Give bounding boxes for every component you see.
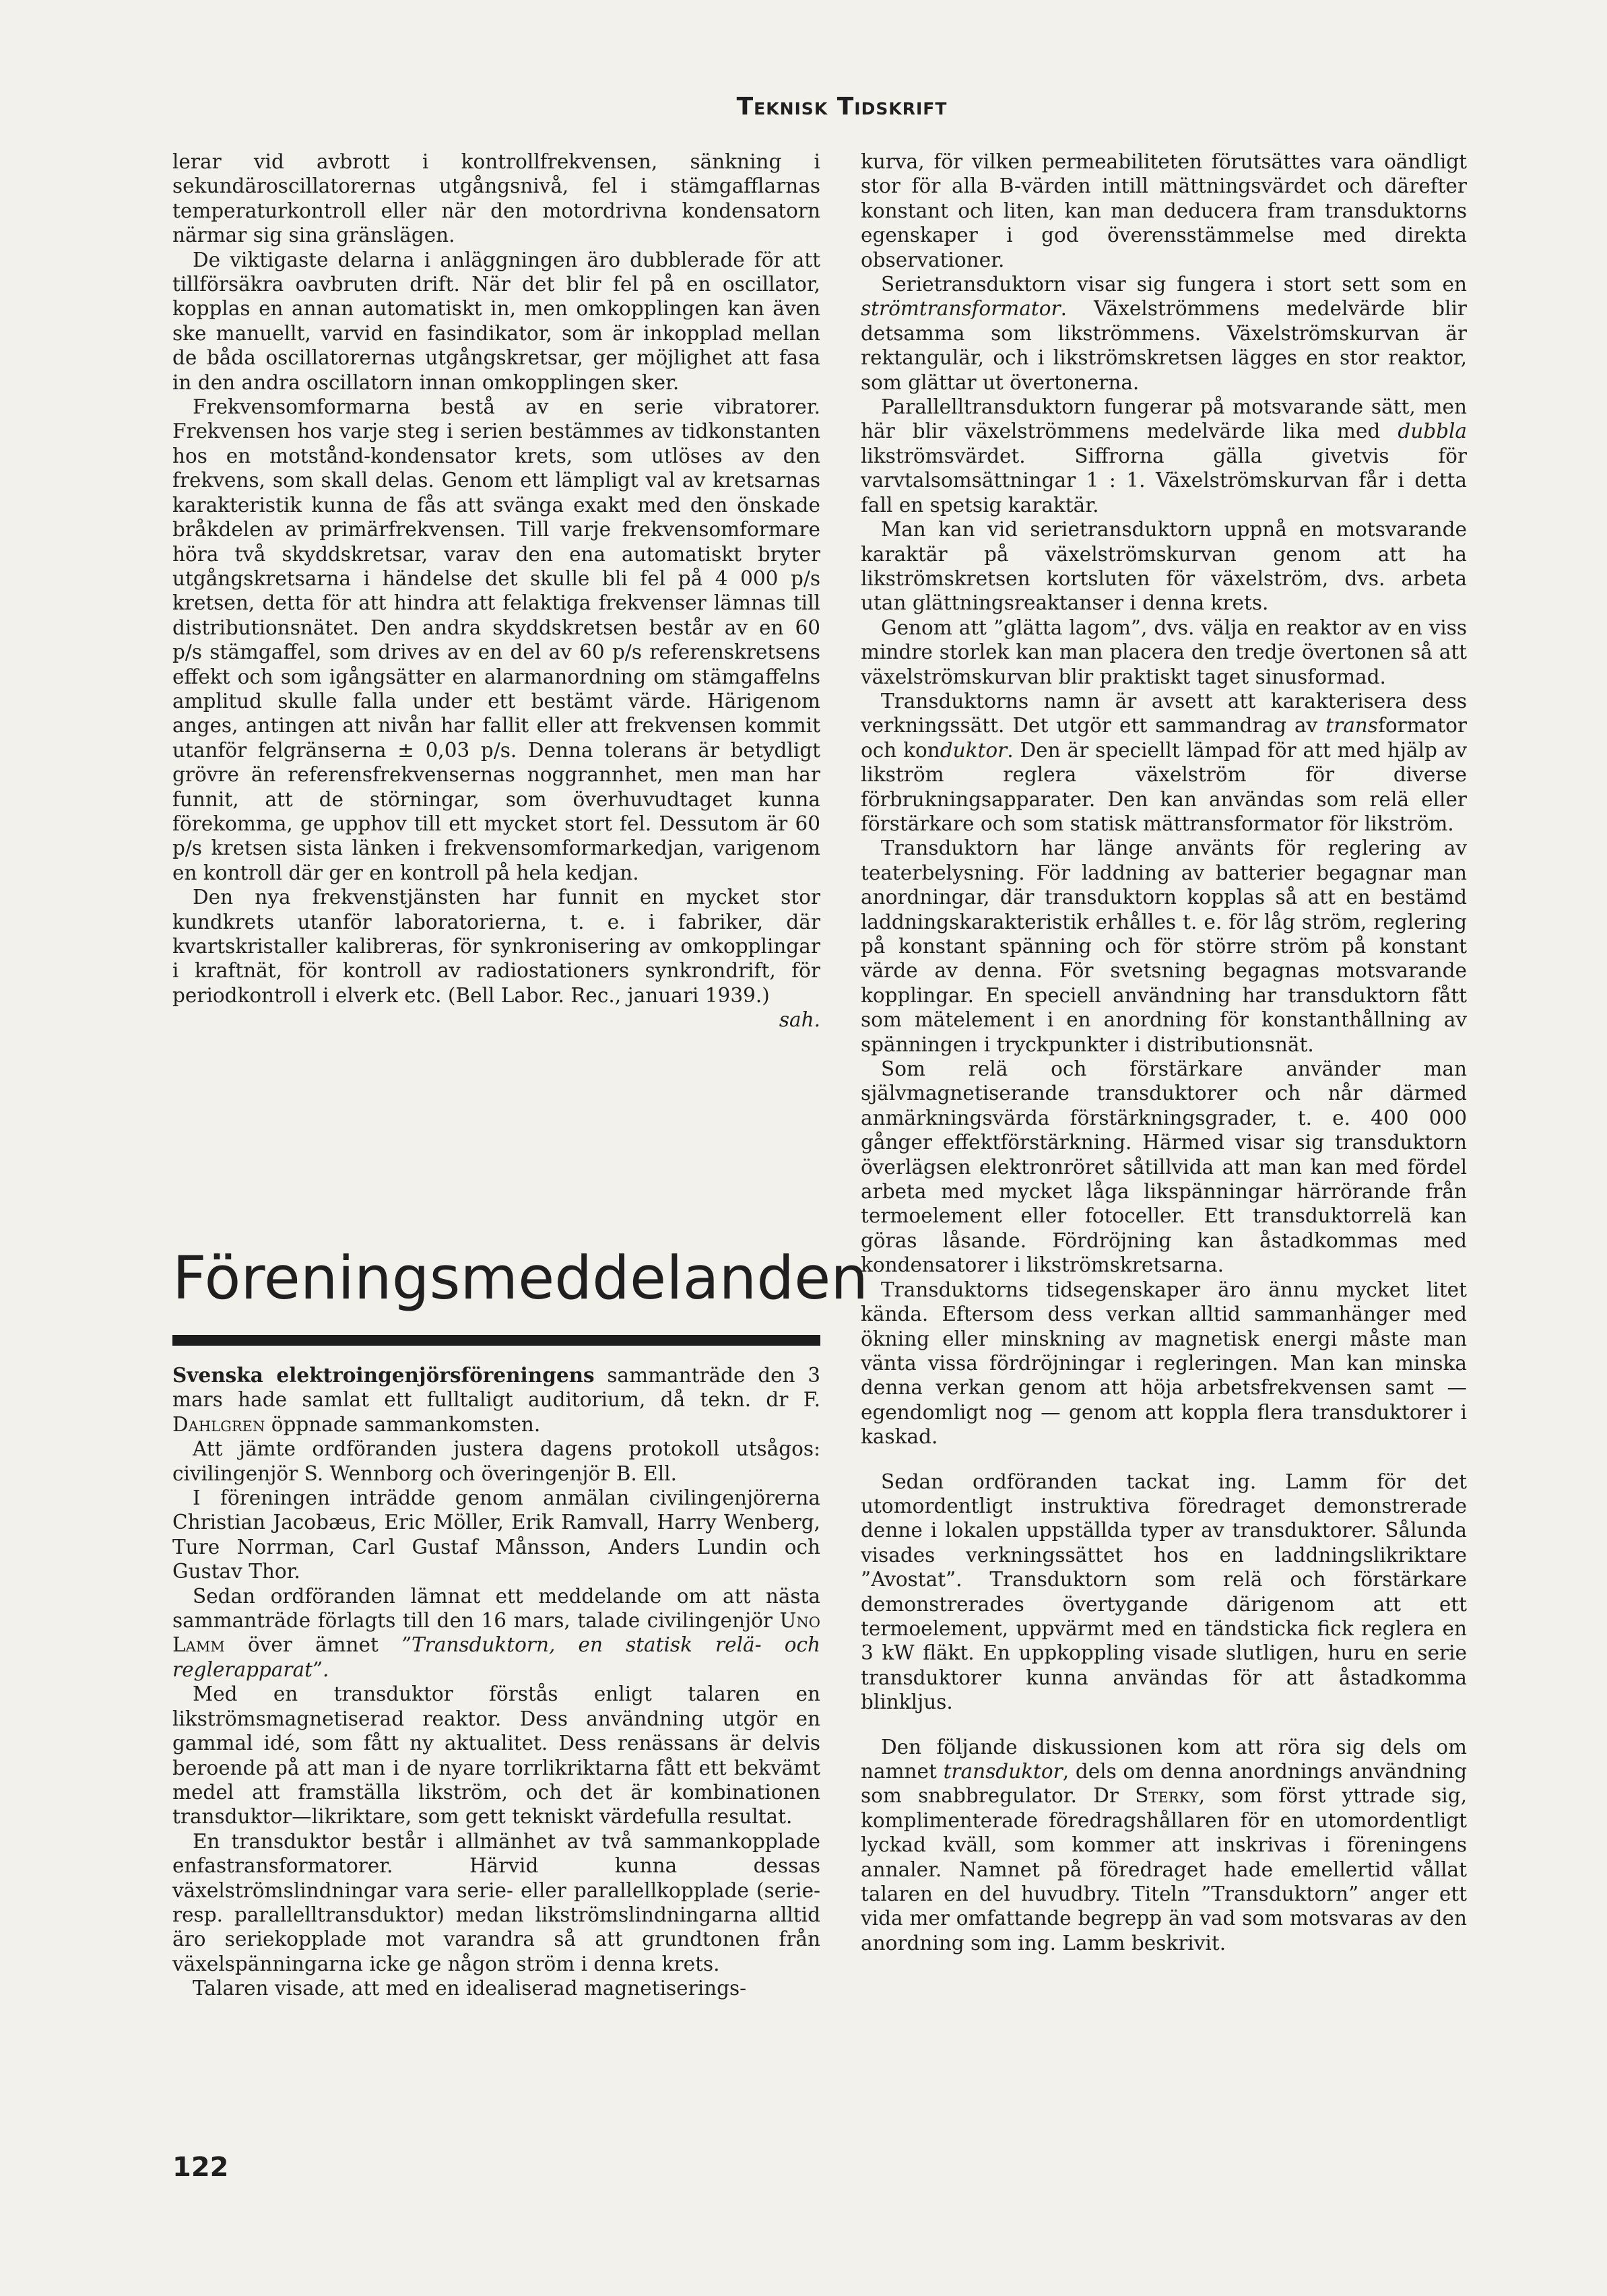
paragraph-text: Den följande diskussionen kom att röra sig dels om namnet xyxy=(861,1735,1467,1783)
paragraph: Med en transduktor förstås enligt talaren en likströmsmagnetiserad reaktor. Dess användning utgör en gammal idé, som fått ny aktualitet. Dess renässans är delvis beroende på att man i de nyare torrlikriktarna fått ett bekvämt medel att framställa likström, och det är kombinationen transduktor—likriktare, som gett tekniskt värdefulla resultat. xyxy=(172,1682,820,1829)
paragraph-text: Sedan ordföranden lämnat ett meddelande om att nästa sammanträde förlagts till den 16 mars, talade civilingenjör xyxy=(172,1584,820,1633)
paragraph-text: Den nya frekvenstjänsten har funnit en mycket stor kundkrets utanför laboratorierna, t. e. i fabriker, där kvartskristaller kalibreras, för synkronisering av omkopplingar i kraftnät, för kontroll av radiostationers synkrondrift, för periodkontroll i elverk etc. (Bell Labor. Rec., januari 1939.) xyxy=(172,886,820,1007)
paragraph: I föreningen inträdde genom anmälan civilingenjörerna Christian Jacobæus, Eric Möller, Erik Ramvall, Harry Wenberg, Ture Norrman, Carl Gustaf Månsson, Anders Lundin och Gustav Thor. xyxy=(172,1486,820,1583)
paragraph: Transduktorns tidsegenskaper äro ännu mycket litet kända. Eftersom dess verkan alltid sammanhänger med ökning eller minskning av magnetisk energi måste man vänta vissa fördröjningar i regleringen. Man kan minska denna verkan genom att höja arbetsfrekvensen samt — egendomligt nog — genom att koppla flera transduktorer i kaskad. xyxy=(861,1278,1467,1449)
paragraph-text: Parallelltransduktorn fungerar på motsvarande sätt, men här blir växelströmmens medelvärde lika med xyxy=(861,395,1467,443)
paragraph-text: formator och kon xyxy=(861,714,1467,762)
paragraph-text: . Den är speciellt lämpad för att med hjälp av likström reglera växelström för diverse förbrukningsapparater. Den kan användas som relä eller förstärkare och som statisk mättransformator för likström. xyxy=(861,738,1467,835)
emphasis-text: transduktor xyxy=(943,1760,1063,1783)
paragraph xyxy=(861,395,1467,517)
paragraph: Genom att ”glätta lagom”, dvs. välja en reaktor av en viss mindre storlek kan man placera den tredje övertonen så att växelströmskurvan blir praktiskt taget sinusformad. xyxy=(861,616,1467,688)
paragraph-text: . Växelströmmens medelvärde blir detsamma som likströmmens. Växelströmskurvan är rektangulär, och i likströmskretsen lägges en stor reaktor, som glättar ut övertonerna. xyxy=(861,297,1467,394)
paragraph xyxy=(861,272,1467,395)
paragraph-text: , som först yttrade sig, komplimenterade föredragshållaren för en utomordentligt lyckad kväll, som kommer att inskrivas i föreningens annaler. Namnet på föredraget hade emellertid vållat talaren en del huvudbry. Titeln ”Transduktorn” anger ett vida mer omfattande begrepp än vad som motsvaras av den anordning som ing. Lamm beskrivit. xyxy=(861,1784,1467,1955)
paragraph xyxy=(861,1735,1467,1956)
talk-title: ”Transduktorn, en statisk relä- och reglerapparat”. xyxy=(172,1633,820,1681)
paragraph: Man kan vid serietransduktorn uppnå en motsvarande karaktär på växelströmskurvan genom att ha likströmskretsen kortsluten för växelström, dvs. arbeta utan glättningsreaktanser i denna krets. xyxy=(861,518,1467,615)
person-name: Dahlgren xyxy=(172,1412,265,1436)
paragraph-gap xyxy=(861,1449,1467,1470)
paragraph-gap xyxy=(861,1715,1467,1735)
paragraph: kurva, för vilken permeabiliteten förutsättes vara oändligt stor för alla B-värden intill mättningsvärdet och därefter konstant och liten, kan man deducera fram transduktorns egenskaper i god överensstämmelse med direkta observationer. xyxy=(861,150,1467,271)
paragraph xyxy=(172,885,820,1032)
paragraph-text: sammanträde den 3 mars hade samlat ett fulltaligt auditorium, då tekn. dr F. xyxy=(172,1364,820,1412)
author-signature: sah. xyxy=(779,1008,820,1032)
section-title: Föreningsmeddelanden xyxy=(172,1243,869,1313)
journal-header: Teknisk Tidskrift xyxy=(736,93,948,121)
emphasis-text: duktor xyxy=(940,738,1008,762)
paragraph xyxy=(172,1363,820,1437)
paragraph-text: Serietransduktorn visar sig fungera i stort sett som en xyxy=(881,273,1467,296)
organization-name: Svenska elektroingenjörsföreningens xyxy=(172,1363,595,1387)
paragraph: Som relä och förstärkare använder man självmagnetiserande transduktorer och når därmed anmärkningsvärda förstärkningsgrader, t. e. 400 000 gånger effektförstärkning. Härmed visar sig transduktorn överlägsen elektronröret såtillvida att man kan med fördel arbeta med mycket låga likspänningar härrörande från termoelement eller fotoceller. Ett transduktorrelä kan göras låsande. Fördröjning kan åstadkommas med kondensatorer i likströmskretsarna. xyxy=(861,1057,1467,1277)
paragraph xyxy=(172,1584,820,1682)
emphasis-text: dubbla xyxy=(1398,420,1467,443)
page-number: 122 xyxy=(172,2152,229,2183)
emphasis-text: trans xyxy=(1325,714,1378,737)
paragraph: En transduktor består i allmänhet av två sammankopplade enfastransformatorer. Härvid kunna dessas växelströmslindningar vara serie- eller parallellkopplade (serie- resp. parallelltransduktor) medan likströmslindningarna alltid äro seriekopplade mot varandra så att grundtonen från växelspänningarna icke ge någon ström i denna krets. xyxy=(172,1829,820,1975)
paragraph xyxy=(861,689,1467,836)
paragraph-text: likströmsvärdet. Siffrorna gälla givetvis för varvtalsomsättningar 1 : 1. Växelströmskurvan får i detta fall en spetsig karaktär. xyxy=(861,444,1467,517)
paragraph: Talaren visade, att med en idealiserad magnetiserings- xyxy=(193,1977,747,2000)
paragraph: Sedan ordföranden tackat ing. Lamm för det utomordentligt instruktiva föredraget demonstrerade denne i lokalen uppställda typer av transduktorer. Sålunda visades verkningssättet hos en laddningslikriktare ”Avostat”. Transduktorn som relä och förstärkare demonstrerades övertygande därigenom att ett termoelement, uppvärmt med en tändsticka fick reglera en 3 kW fläkt. En uppkoppling visade slutligen, huru en serie transduktorer kunna användas för att åstadkomma blinkljus. xyxy=(861,1470,1467,1714)
paragraph-text: över ämnet xyxy=(224,1633,401,1657)
paragraph: Transduktorn har länge använts för reglering av teaterbelysning. För laddning av batterier begagnar man anordningar, där transduktorn kopplas så att en bestämd laddningskarakteristik erhålles t. e. för låg ström, reglering på konstant spänning och för större ström på konstant värde av denna. För svetsning begagnas motsvarande kopplingar. En speciell användning har transduktorn fått som mätelement i en anordning för konstanthållning av spänningen i tryckpunkter i distributionsnät. xyxy=(861,837,1467,1056)
paragraph: Att jämte ordföranden justera dagens protokoll utsågos: civilingenjör S. Wennborg och överingenjör B. Ell. xyxy=(172,1437,820,1485)
paragraph: Frekvensomformarna bestå av en serie vibratorer. Frekvensen hos varje steg i serien bestämmes av tidkonstanten hos en motstånd-kondensator krets, som utlöses av den frekvens, som skall delas. Genom ett lämpligt val av kretsarnas karakteristik kunna de fås att svänga exakt med den önskade bråkdelen av primärfrekvensen. Till varje frekvensomformare höra två skyddskretsar, varav den ena automatiskt bryter utgångskretsarna i händelse det skulle bli fel på 4 000 p/s kretsen, detta för att hindra att felaktiga frekvenser lämnas till distributionsnätet. Den andra skyddskretsen består av en 60 p/s stämgaffel, som drives av en del av 60 p/s referenskretsens effekt och som igångsätter en alarmanordning om stämgaffelns amplitud skulle falla under ett bestämt värde. Härigenom anges, antingen att nivån har fallit eller att frekvensen kommit utanför felgränserna ± 0,03 p/s. Denna tolerans är betydligt grövre än referensfrekvensernas noggrannhet, men man har funnit, att de störningar, som överhuvudtaget kunna förekomma, ge upphov till ett mycket stort fel. Dessutom är 60 p/s kretsen sista länken i frekvensomformarkedjan, varigenom en kontroll där ger en kontroll på hela kedjan. xyxy=(172,395,820,884)
emphasis-text: strömtransformator xyxy=(861,297,1061,321)
right-column xyxy=(861,150,1467,1955)
person-name: Lamm xyxy=(172,1633,225,1657)
person-name: Sterky xyxy=(1135,1784,1199,1808)
person-name: Uno xyxy=(779,1609,820,1633)
paragraph-text: , dels om denna anordnings användning som snabbregulator. Dr xyxy=(861,1760,1468,1808)
paragraph: De viktigaste delarna i anläggningen äro dubblerade för att tillförsäkra oavbruten drift. När det blir fel på en oscillator, kopplas en annan automatiskt in, men omkopplingen kan även ske manuellt, varvid en fasindikator, som är inkopplad mellan de båda oscillatorernas utgångskretsar, ger möjlighet att fasa in den andra oscillatorn innan omkopplingen sker. xyxy=(172,248,820,394)
section-divider xyxy=(172,1335,820,1346)
paragraph: lerar vid avbrott i kontrollfrekvensen, sänkning i sekundäroscillatorernas utgångsnivå, fel i stämgafflarnas temperaturkontroll eller när den motordrivna kondensatorn närmar sig sina gränslägen. xyxy=(172,150,820,247)
paragraph-text: öppnade sammankomsten. xyxy=(265,1412,541,1436)
left-column-top xyxy=(172,150,820,1032)
paragraph-text: Transduktorns namn är avsett att karakterisera dess verkningssätt. Det utgör ett sammandrag av xyxy=(861,689,1467,737)
left-column-bottom xyxy=(172,1363,820,2001)
